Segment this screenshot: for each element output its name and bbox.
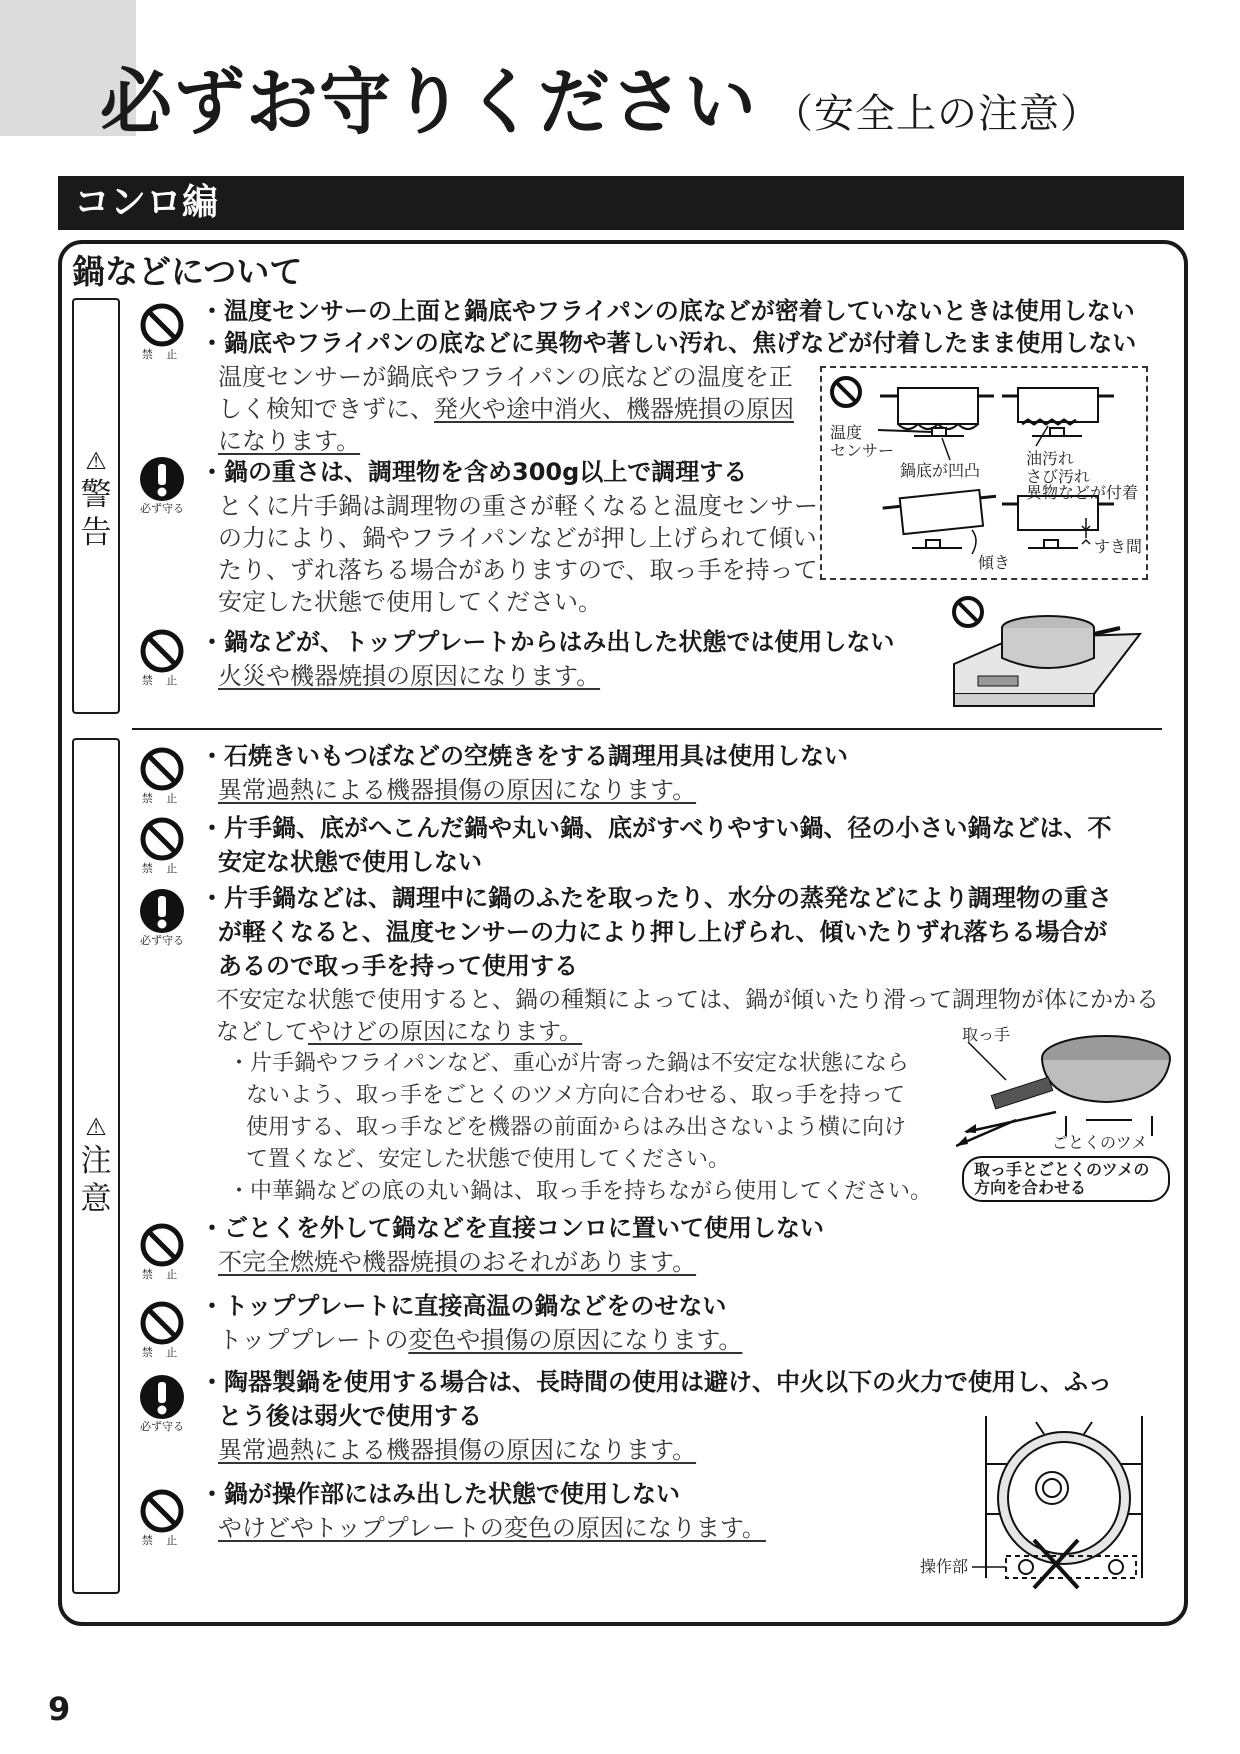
- prohibit-icon: [133, 746, 191, 806]
- dirt-label: さび汚れ: [1026, 467, 1091, 486]
- handle-note-line: 方向を合わせる: [974, 1178, 1087, 1197]
- warning-label-char: 警: [80, 477, 112, 513]
- warning-item-3-desc: の力により、鍋やフライパンなどが押し上げられて傾い: [218, 524, 817, 552]
- warning-item-3-desc: とくに片手鍋は調理物の重さが軽くなると温度センサー: [218, 492, 818, 520]
- warning-item-4-desc: 火災や機器焼損の原因になります。: [218, 662, 601, 690]
- hazard-icon: ⚠: [85, 1113, 107, 1141]
- prohibit-icon: [133, 816, 191, 876]
- warning-item-2-desc: になります。: [218, 427, 361, 455]
- dent-label: 鍋底が凹凸: [900, 461, 981, 480]
- mandatory-label: 必ず守る: [140, 1420, 184, 1433]
- caution-item-5-desc: トッププレートの変色や損傷の原因になります。: [218, 1326, 743, 1354]
- caution-item-3-sub: ないよう、取っ手をごとくのツメ方向に合わせる、取っ手を持って: [246, 1083, 906, 1108]
- control-panel-figure: [916, 1412, 1156, 1590]
- page-number: 9: [48, 1690, 71, 1728]
- section-title: コンロ編: [74, 182, 219, 223]
- handle-figure: [956, 1020, 1176, 1210]
- sensor-figure: [820, 366, 1148, 580]
- caution-item-3-sub: ・中華鍋などの底の丸い鍋は、取っ手を持ちながら使用してください。: [228, 1179, 933, 1204]
- sensor-label: センサー: [830, 441, 895, 460]
- caution-item-3-desc: などしてやけどの原因になります。: [216, 1019, 583, 1045]
- hazard-icon: ⚠: [85, 447, 107, 475]
- caution-item-6: ・陶器製鍋を使用する場合は、長時間の使用は避け、中火以下の火力で使用し、ふっ: [200, 1368, 1112, 1396]
- handle-note: [962, 1156, 1170, 1202]
- prohibit-icon: [133, 1222, 191, 1282]
- warning-label: [74, 446, 118, 552]
- warning-item-2-desc: 温度センサーが鍋底やフライパンの底などの温度を正: [218, 363, 793, 391]
- mandatory-label: 必ず守る: [140, 502, 184, 515]
- group-heading: 鍋などについて: [72, 252, 303, 291]
- handle-note-line: 取っ手とごとくのツメの: [974, 1160, 1150, 1179]
- warning-item-3: ・鍋の重さは、調理物を含め300g以上で調理する: [200, 458, 748, 486]
- caution-item-7-desc: やけどやトッププレートの変色の原因になります。: [218, 1514, 766, 1542]
- claw-label: ごとくのツメ: [1052, 1133, 1148, 1152]
- section-bar: [58, 176, 1184, 230]
- prohibit-label: 禁 止: [141, 1534, 183, 1547]
- mandatory-icon: [133, 456, 191, 516]
- caution-item-3-sub: て置くなど、安定した状態で使用してください。: [246, 1147, 731, 1172]
- caution-item-5: ・トッププレートに直接高温の鍋などをのせない: [200, 1292, 727, 1320]
- warning-item-1: ・温度センサーの上面と鍋底やフライパンの底などが密着していないときは使用しない: [200, 297, 1135, 325]
- prohibit-icon: [133, 628, 191, 688]
- caution-item-3: あるので取っ手を持って使用する: [218, 952, 578, 980]
- warning-item-2: ・鍋底やフライパンの底などに異物や著しい汚れ、焦げなどが付着したまま使用しない: [200, 329, 1137, 357]
- warning-item-4: ・鍋などが、トッププレートからはみ出した状態では使用しない: [200, 628, 895, 656]
- prohibit-icon: [133, 1488, 191, 1548]
- caution-item-6: とう後は弱火で使用する: [218, 1402, 482, 1430]
- caution-item-3: ・片手鍋などは、調理中に鍋のふたを取ったり、水分の蒸発などにより調理物の重さ: [200, 884, 1112, 912]
- prohibit-label: 禁 止: [141, 862, 183, 875]
- dirt-label: 異物などが付着: [1026, 483, 1139, 502]
- caution-item-7: ・鍋が操作部にはみ出した状態で使用しない: [200, 1480, 680, 1508]
- overhang-pot-figure: [944, 594, 1144, 714]
- caution-label: [74, 1112, 118, 1218]
- warning-label-char: 告: [80, 515, 112, 551]
- page-title-main: 必ずお守りください: [100, 60, 758, 144]
- caution-item-4-desc: 不完全燃焼や機器焼損のおそれがあります。: [218, 1248, 697, 1276]
- handle-label: 取っ手: [962, 1025, 1011, 1044]
- caution-item-2: ・片手鍋、底がへこんだ鍋や丸い鍋、底がすべりやすい鍋、径の小さい鍋などは、不: [200, 814, 1112, 842]
- page-title: [100, 60, 1102, 144]
- page-title-sub: （安全上の注意）: [773, 91, 1102, 137]
- prohibit-label: 禁 止: [141, 1346, 183, 1359]
- caution-label-char: 注: [80, 1143, 112, 1179]
- prohibit-label: 禁 止: [141, 348, 183, 361]
- warning-item-3-desc: 安定した状態で使用してください。: [218, 588, 602, 616]
- warning-item-3-desc: たり、ずれ落ちる場合がありますので、取っ手を持って: [218, 556, 818, 584]
- sensor-label: 温度: [830, 423, 863, 442]
- section-divider: [132, 728, 1162, 730]
- prohibit-label: 禁 止: [141, 792, 183, 805]
- gap-label: すき間: [1094, 537, 1143, 556]
- prohibit-icon: [133, 302, 191, 362]
- caution-label-char: 意: [80, 1181, 112, 1217]
- prohibit-icon: [133, 1300, 191, 1360]
- mandatory-label: 必ず守る: [140, 934, 184, 947]
- mandatory-icon: [133, 888, 191, 948]
- prohibit-label: 禁 止: [141, 674, 183, 687]
- panel-label: 操作部: [920, 1557, 969, 1576]
- dirt-label: 油汚れ: [1026, 449, 1075, 468]
- caution-item-1-desc: 異常過熱による機器損傷の原因になります。: [218, 776, 697, 804]
- caution-item-4: ・ごとくを外して鍋などを直接コンロに置いて使用しない: [200, 1214, 824, 1242]
- caution-item-1: ・石焼きいもつぼなどの空焼きをする調理用具は使用しない: [200, 742, 848, 770]
- caution-item-3: が軽くなると、温度センサーの力により押し上げられ、傾いたりずれ落ちる場合が: [218, 918, 1108, 946]
- warning-item-2-desc: しく検知できずに、発火や途中消火、機器焼損の原因: [218, 395, 794, 423]
- caution-item-3-desc: 不安定な状態で使用すると、鍋の種類によっては、鍋が傾いたり滑って調理物が体にかかる: [216, 987, 1159, 1013]
- caution-item-3-sub: ・片手鍋やフライパンなど、重心が片寄った鍋は不安定な状態になら: [228, 1051, 909, 1076]
- prohibit-label: 禁 止: [141, 1268, 183, 1281]
- mandatory-icon: [133, 1374, 191, 1434]
- caution-item-3-sub: 使用する、取っ手などを機器の前面からはみ出さないよう横に向け: [246, 1115, 907, 1140]
- tilt-label: 傾き: [978, 553, 1011, 572]
- caution-item-2: 安定な状態で使用しない: [218, 848, 482, 876]
- caution-item-6-desc: 異常過熱による機器損傷の原因になります。: [218, 1436, 697, 1464]
